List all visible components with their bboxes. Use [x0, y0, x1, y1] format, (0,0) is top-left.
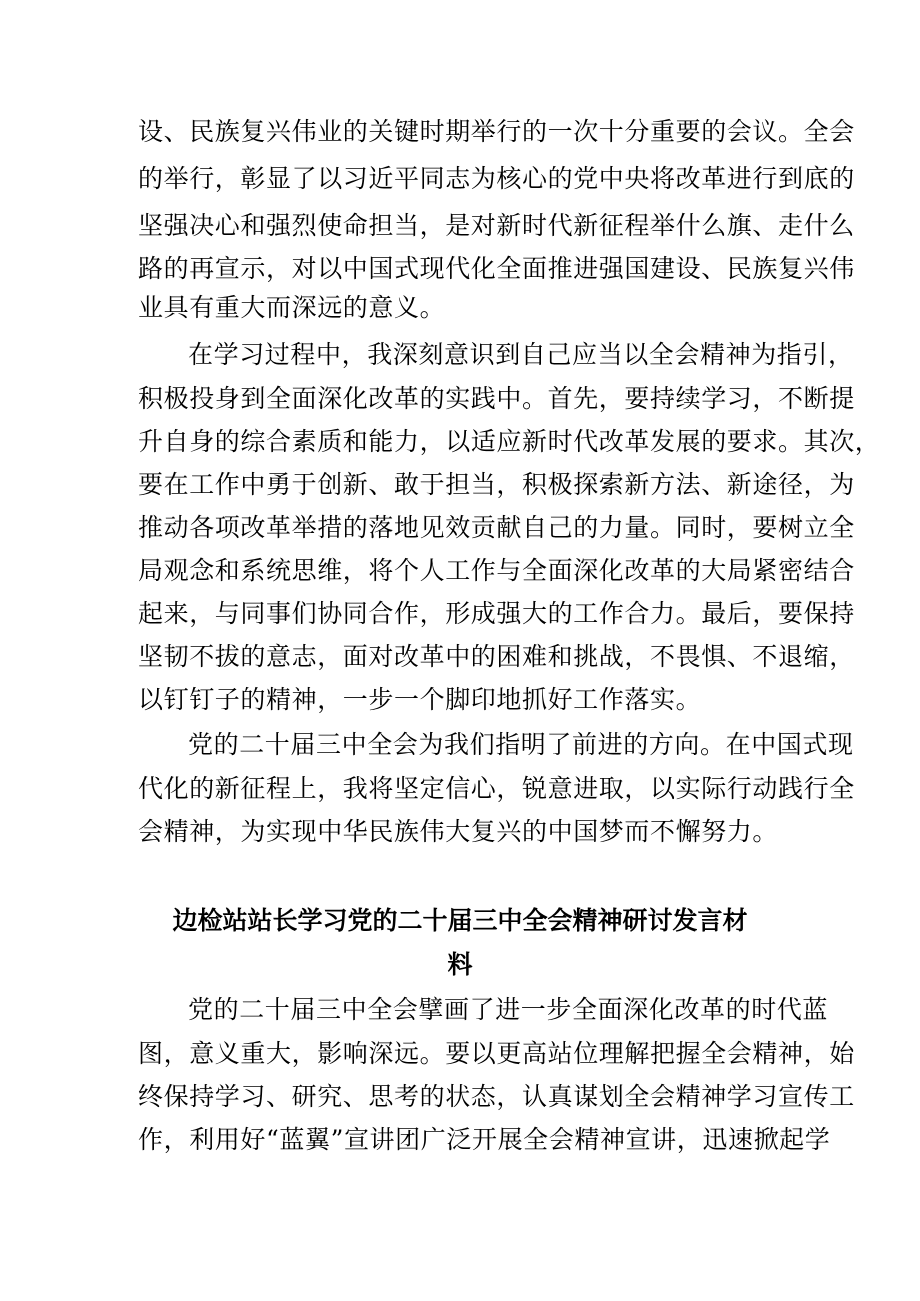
paragraph-3-line: 党的二十届三中全会为我们指明了前进的方向。在中国式现	[188, 730, 854, 759]
paragraph-4-line: 图，意义重大，影响深远。要以更高站位理解把握全会精神，始	[138, 1039, 855, 1068]
paragraph-2-line: 升自身的综合素质和能力，以适应新时代改革发展的要求。其次，	[138, 427, 881, 456]
paragraph-1-line: 业具有重大而深远的意义。	[138, 293, 446, 322]
paragraph-4-line: 党的二十届三中全会擘画了进一步全面深化改革的时代蓝	[188, 995, 829, 1024]
section-title-line-1: 边检站站长学习党的二十届三中全会精神研讨发言材	[172, 906, 748, 935]
paragraph-3-line: 会精神，为实现中华民族伟大复兴的中国梦而不懈努力。	[138, 817, 779, 846]
paragraph-2-line: 局观念和系统思维，将个人工作与全面深化改革的大局紧密结合	[138, 556, 855, 585]
section-title-line-2: 料	[447, 950, 473, 979]
paragraph-3-line: 代化的新征程上，我将坚定信心，锐意进取，以实际行动践行全	[138, 774, 855, 803]
paragraph-2-line: 要在工作中勇于创新、敢于担当，积极探索新方法、新途径，为	[138, 470, 855, 499]
paragraph-2-line: 积极投身到全面深化改革的实践中。首先，要持续学习，不断提	[138, 384, 855, 413]
paragraph-2-line: 在学习过程中，我深刻意识到自己应当以全会精神为指引，	[188, 340, 854, 369]
paragraph-4-line: 终保持学习、研究、思考的状态，认真谋划全会精神学习宣传工	[138, 1082, 855, 1111]
paragraph-1-line: 坚强决心和强烈使命担当，是对新时代新征程举什么旗、走什么	[138, 211, 855, 240]
paragraph-2-line: 推动各项改革举措的落地见效贡献自己的力量。同时，要树立全	[138, 513, 855, 542]
paragraph-2-line: 起来，与同事们协同合作，形成强大的工作合力。最后，要保持	[138, 599, 855, 628]
paragraph-2-line: 坚韧不拔的意志，面对改革中的困难和挑战，不畏惧、不退缩，	[138, 642, 855, 671]
paragraph-1-line: 路的再宣示，对以中国式现代化全面推进强国建设、民族复兴伟	[138, 254, 855, 283]
paragraph-1-line: 的举行，彰显了以习近平同志为核心的党中央将改革进行到底的	[138, 164, 855, 193]
paragraph-2-line: 以钉钉子的精神，一步一个脚印地抓好工作落实。	[138, 685, 702, 714]
paragraph-1-line: 设、民族复兴伟业的关键时期举行的一次十分重要的会议。全会	[138, 117, 855, 146]
paragraph-4-line: 作，利用好“蓝翼”宣讲团广泛开展全会精神宣讲，迅速掀起学	[138, 1125, 831, 1154]
